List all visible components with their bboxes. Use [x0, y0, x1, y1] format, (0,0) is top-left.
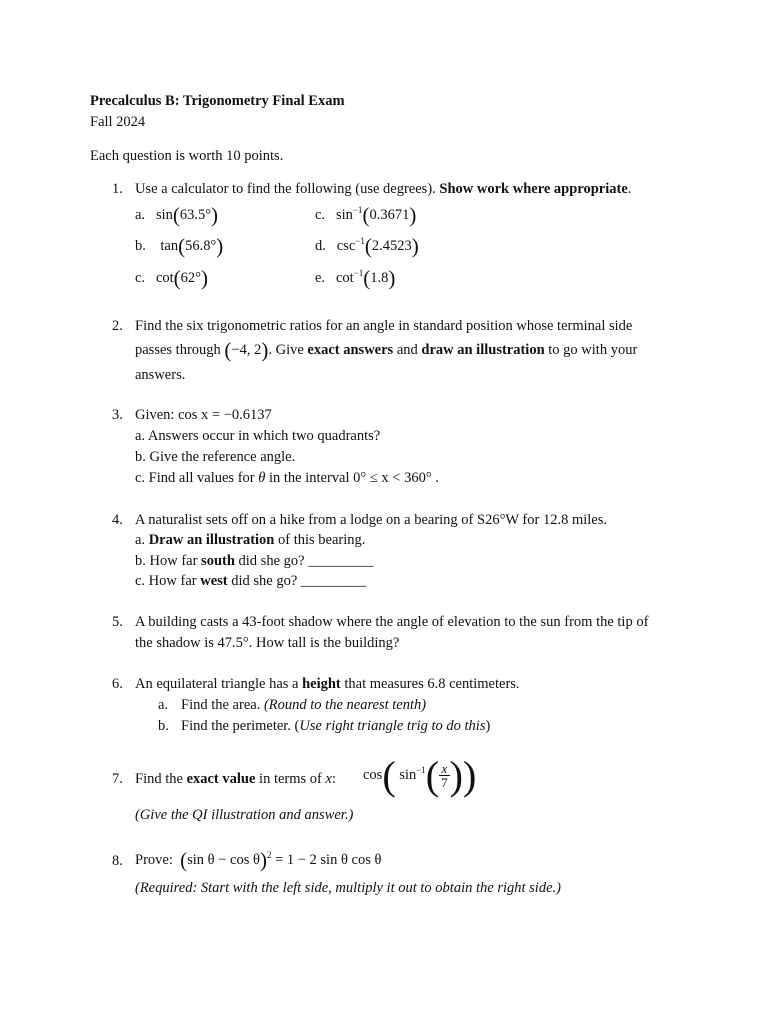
q1-item-c2: c. cot(62°): [135, 266, 208, 290]
q3-part-c: c. Find all values for θ in the interval 0° ≤ x < 360° .: [135, 470, 439, 486]
exam-title: Precalculus B: Trigonometry Final Exam: [90, 93, 345, 109]
question-text: Find the exact value in terms of x:: [135, 771, 336, 787]
question-text: Given: cos x = −0.6137: [135, 407, 272, 423]
q1-item-a: a. sin(63.5°): [135, 203, 219, 227]
q1-item-b: b. tan(56.8°): [135, 234, 224, 258]
question-text: answers.: [135, 367, 186, 383]
q7-note: (Give the QI illustration and answer.): [135, 807, 354, 823]
question-number: 4.: [112, 512, 123, 528]
q4-part-a: a. Draw an illustration of this bearing.: [135, 532, 366, 548]
exam-term: Fall 2024: [90, 114, 146, 130]
question-text: Find the six trigonometric ratios for an angle in standard position whose terminal side: [135, 318, 633, 334]
question-number: 5.: [112, 614, 123, 630]
q6-part-a: Find the area. (Round to the nearest tenth): [181, 697, 427, 713]
q4-part-b: b. How far south did she go? _________: [135, 553, 374, 569]
question-number: 2.: [112, 318, 123, 334]
question-text: An equilateral triangle has a height that measures 6.8 centimeters.: [135, 676, 520, 692]
question-number: 1.: [112, 181, 123, 197]
q1-item-d: d. $\csc^{-1}(2.4523)$: [315, 234, 419, 258]
q7-expression: cos( $\sin^{-1}$( $\frac{x}{7}$ )): [363, 753, 477, 798]
question-text: Use a calculator to find the following (use degrees). Show work where appropriate.: [135, 181, 632, 197]
q6-part-b: Find the perimeter. (Use right triangle trig to do this): [181, 718, 491, 734]
question-text: A naturalist sets off on a hike from a lodge on a bearing of S26°W for 12.8 miles.: [135, 512, 607, 528]
q4-part-c: c. How far west did she go? _________: [135, 573, 367, 589]
question-number: 6.: [112, 676, 123, 692]
q1-item-e: e. $\cot^{-1}(1.8)$: [315, 266, 396, 290]
question-number: 7.: [112, 771, 123, 787]
question-number: 8.: [112, 853, 123, 869]
question-text: Prove: (sin θ − cos θ)$^2$ = 1 − 2 sin θ cos θ: [135, 848, 382, 872]
question-text: the shadow is 47.5°. How tall is the building?: [135, 635, 400, 651]
q3-part-a: a. Answers occur in which two quadrants?: [135, 428, 381, 444]
question-text: passes through (−4, 2). Give exact answers and draw an illustration to go with your: [135, 338, 638, 362]
q1-item-c: c. $\sin^{-1}(0.3671)$: [315, 203, 417, 227]
q8-note: (Required: Start with the left side, multiply it out to obtain the right side.): [135, 880, 561, 896]
q3-part-b: b. Give the reference angle.: [135, 449, 296, 465]
q6-part-b-label: b.: [158, 718, 169, 734]
q6-part-a-label: a.: [158, 697, 169, 713]
question-text: A building casts a 43-foot shadow where the angle of elevation to the sun from the tip of: [135, 614, 649, 630]
question-number: 3.: [112, 407, 123, 423]
points-note: Each question is worth 10 points.: [90, 148, 284, 164]
